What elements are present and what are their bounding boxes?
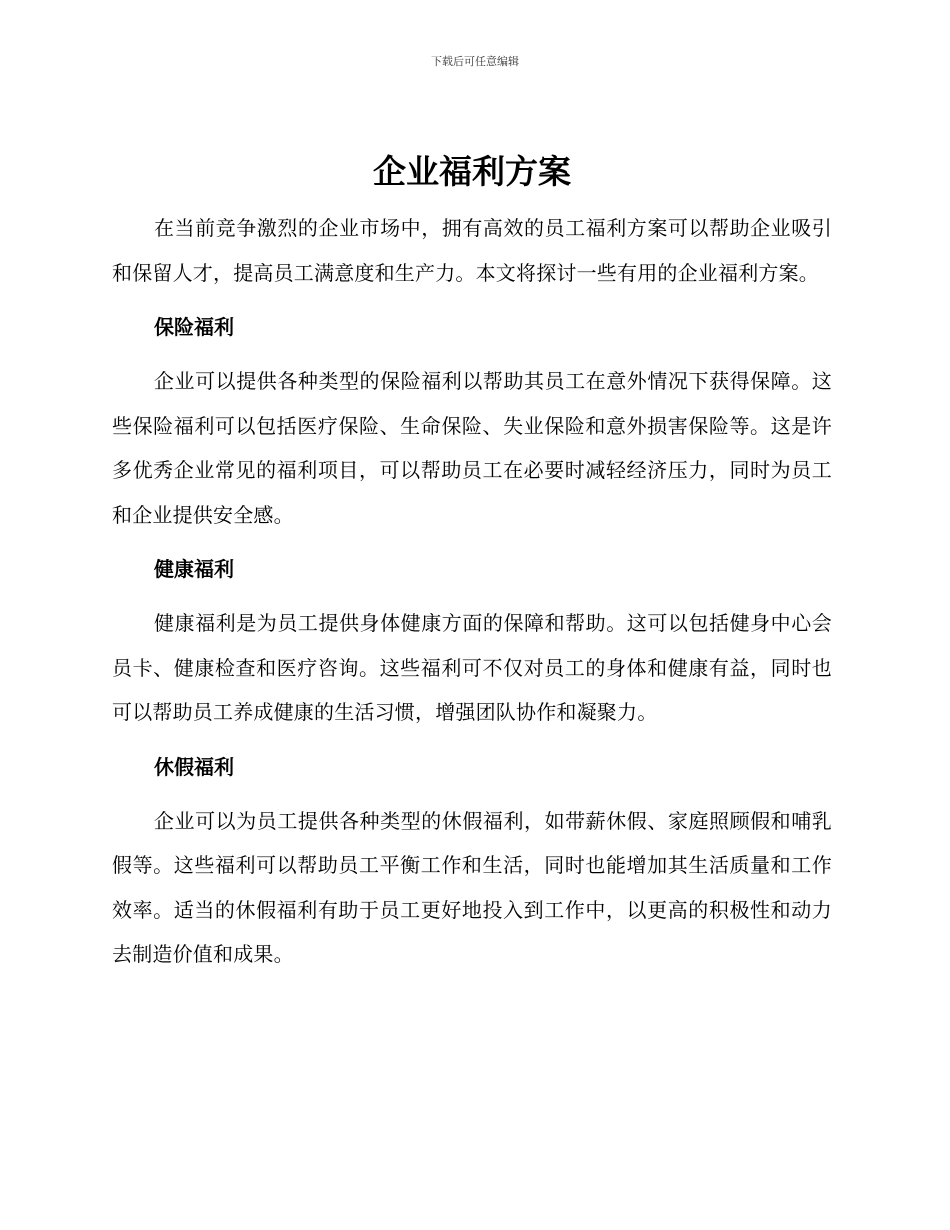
intro-paragraph: 在当前竞争激烈的企业市场中，拥有高效的员工福利方案可以帮助企业吸引和保留人才，提高员工满意度和生产力。本文将探讨一些有用的企业福利方案。 (112, 216, 832, 285)
page-header-note: 下载后可任意编辑 (431, 55, 519, 68)
section-body-health: 健康福利是为员工提供身体健康方面的保障和帮助。这可以包括健身中心会员卡、健康检查和医疗咨询。这些福利可不仅对员工的身体和健康有益，同时也可以帮助员工养成健康的生活习惯，增强团队协作和凝聚力。 (112, 611, 832, 724)
section-heading-vacation: 休假福利 (154, 754, 234, 779)
section-heading-insurance: 保险福利 (154, 315, 234, 339)
section-body-vacation: 企业可以为员工提供各种类型的休假福利，如带薪休假、家庭照顾假和哺乳假等。这些福利可以帮助员工平衡工作和生活，同时也能增加其生活质量和工作效率。适当的休假福利有助于员工更好地投入到工作中，以更高的积极性和动力去制造价值和成果。 (112, 808, 832, 966)
document-title: 企业福利方案 (373, 152, 571, 191)
document-body (112, 146, 832, 977)
section-body-insurance: 企业可以提供各种类型的保险福利以帮助其员工在意外情况下获得保障。这些保险福利可以包括医疗保险、生命保险、失业保险和意外损害保险等。这是许多优秀企业常见的福利项目，可以帮助员工在必要时减轻经济压力，同时为员工和企业提供安全感。 (112, 369, 832, 527)
section-heading-health: 健康福利 (154, 557, 234, 581)
